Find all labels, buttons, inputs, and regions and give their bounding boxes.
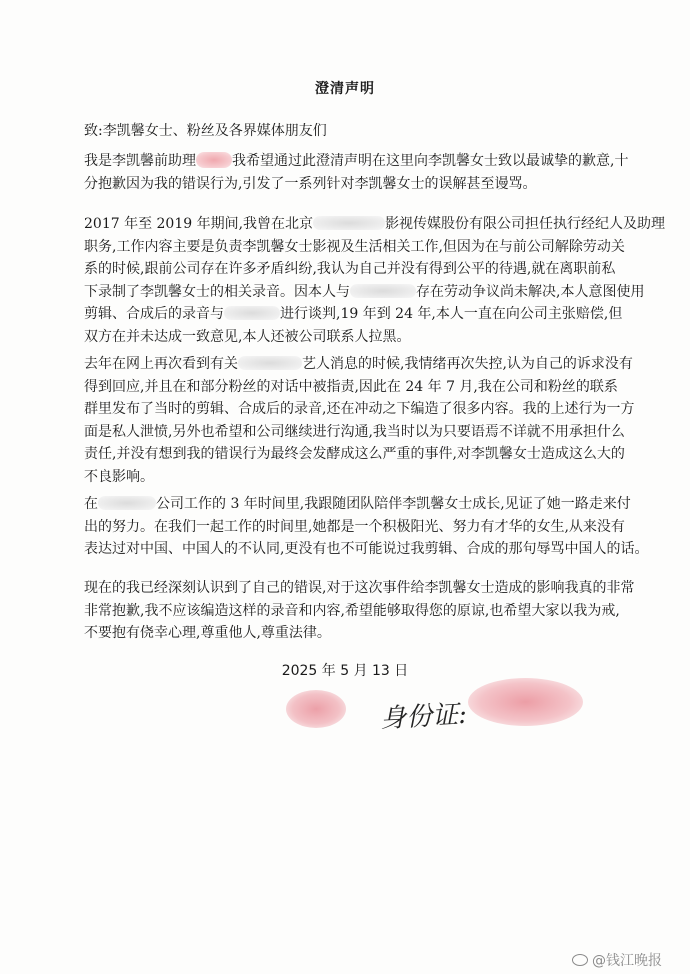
para2-line6: 双方在并未达成一致意见,本人还被公司联系人拉黑。 [84, 328, 411, 345]
text-segment: 影视传媒股份有限公司担任执行经纪人及助理 [385, 216, 666, 232]
para3-line4: 面是私人泄愤,另外也希望和公司继续进行沟通,我当时以为只要语焉不详就不用承担什么 [84, 423, 625, 440]
weibo-watermark [572, 950, 662, 970]
redacted-company [350, 284, 416, 298]
para2-line4 [84, 281, 645, 304]
text-segment: 2017 年至 2019 年期间,我曾在北京 [84, 216, 314, 232]
id-card-label: 身份证: [379, 699, 468, 735]
para2-line1 [84, 213, 666, 236]
para2-line3: 系的时候,跟前公司存在许多矛盾纠纷,我认为自己并没有得到公平的待遇,就在离职前私 [84, 261, 616, 277]
salutation: 致:李凯馨女士、粉丝及各界媒体朋友们 [84, 123, 327, 139]
redacted-signature [286, 690, 346, 728]
redacted-id-number [468, 678, 583, 726]
redacted-company [238, 356, 302, 370]
redacted-company [224, 306, 280, 320]
para5-line3: 不要抱有侥幸心理,尊重他人,尊重法律。 [84, 625, 331, 641]
para2-line5 [84, 303, 624, 326]
text-segment: 我希望通过此澄清声明在这里向李凯馨女士致以最诚挚的歉意,十 [232, 153, 629, 169]
text-segment: 公司工作的 3 年时间里,我跟随团队陪伴李凯馨女士成长,见证了她一路走来付 [156, 496, 631, 512]
paragraph-apology [84, 150, 629, 195]
para3-line2: 得到回应,并且在和部分粉丝的对话中被指责,因此在 24 年 7 月,我在公司和粉丝的联系 [84, 378, 618, 395]
para1-line2: 分抱歉因为我的错误行为,引发了一系列针对李凯馨女士的误解甚至谩骂。 [84, 175, 537, 192]
para5-line1: 现在的我已经深刻认识到了自己的错误,对于这次事件给李凯馨女士造成的影响我真的非常 [84, 580, 635, 596]
para4-line3: 表达过对中国、中国人的不认同,更没有也不可能说过我剪辑、合成的那句辱骂中国人的话。 [84, 541, 649, 557]
text-segment: 去年在网上再次看到有关 [84, 356, 238, 372]
para3-line5: 责任,并没有想到我的错误行为最终会发酵成这么严重的事件,对李凯馨女士造成这么大的 [84, 446, 625, 462]
document-title: 澄清声明 [315, 81, 375, 97]
text-segment: 我是李凯馨前助理 [84, 153, 196, 169]
text-segment: 剪辑、合成后的录音与 [84, 306, 224, 322]
paragraph-clarification [84, 493, 649, 561]
text-segment: 存在劳动争议尚未解决,本人意图使用 [416, 283, 645, 300]
redacted-company [98, 496, 156, 510]
para3-line3: 群里发布了当时的剪辑、合成后的录音,还在冲动之下编造了很多内容。我的上述行为一方 [84, 401, 635, 417]
para3-line6: 不良影响。 [84, 468, 154, 485]
para2-line2: 职务,工作内容主要是负责李凯馨女士影视及生活相关工作,但因为在与前公司解除劳动关 [84, 238, 625, 255]
paragraph-closing [84, 577, 635, 645]
text-segment: 在 [84, 496, 98, 512]
text-segment: 艺人消息的时候,我情绪再次失控,认为自己的诉求没有 [302, 356, 633, 372]
redacted-name [196, 152, 232, 168]
para4-line1 [84, 493, 631, 516]
text-segment: 下录制了李凯馨女士的相关录音。因本人与 [84, 283, 350, 300]
paragraph-incident [84, 353, 635, 488]
statement-date: 2025 年 5 月 13 日 [281, 663, 409, 679]
para4-line2: 出的努力。在我们一起工作的时间里,她都是一个积极阳光、努力有才华的女生,从来没有 [84, 518, 625, 535]
weibo-icon [572, 954, 588, 966]
para5-line2: 非常抱歉,我不应该编造这样的录音和内容,希望能够取得您的原谅,也希望大家以我为戒, [84, 602, 620, 619]
text-segment: 进行谈判,19 年到 24 年,本人一直在向公司主张赔偿,但 [280, 306, 623, 322]
para1-line1 [84, 150, 629, 173]
redacted-company [313, 216, 385, 230]
watermark-text: @钱江晚报 [592, 953, 662, 969]
paragraph-background [84, 213, 666, 348]
para3-line1 [84, 353, 633, 376]
